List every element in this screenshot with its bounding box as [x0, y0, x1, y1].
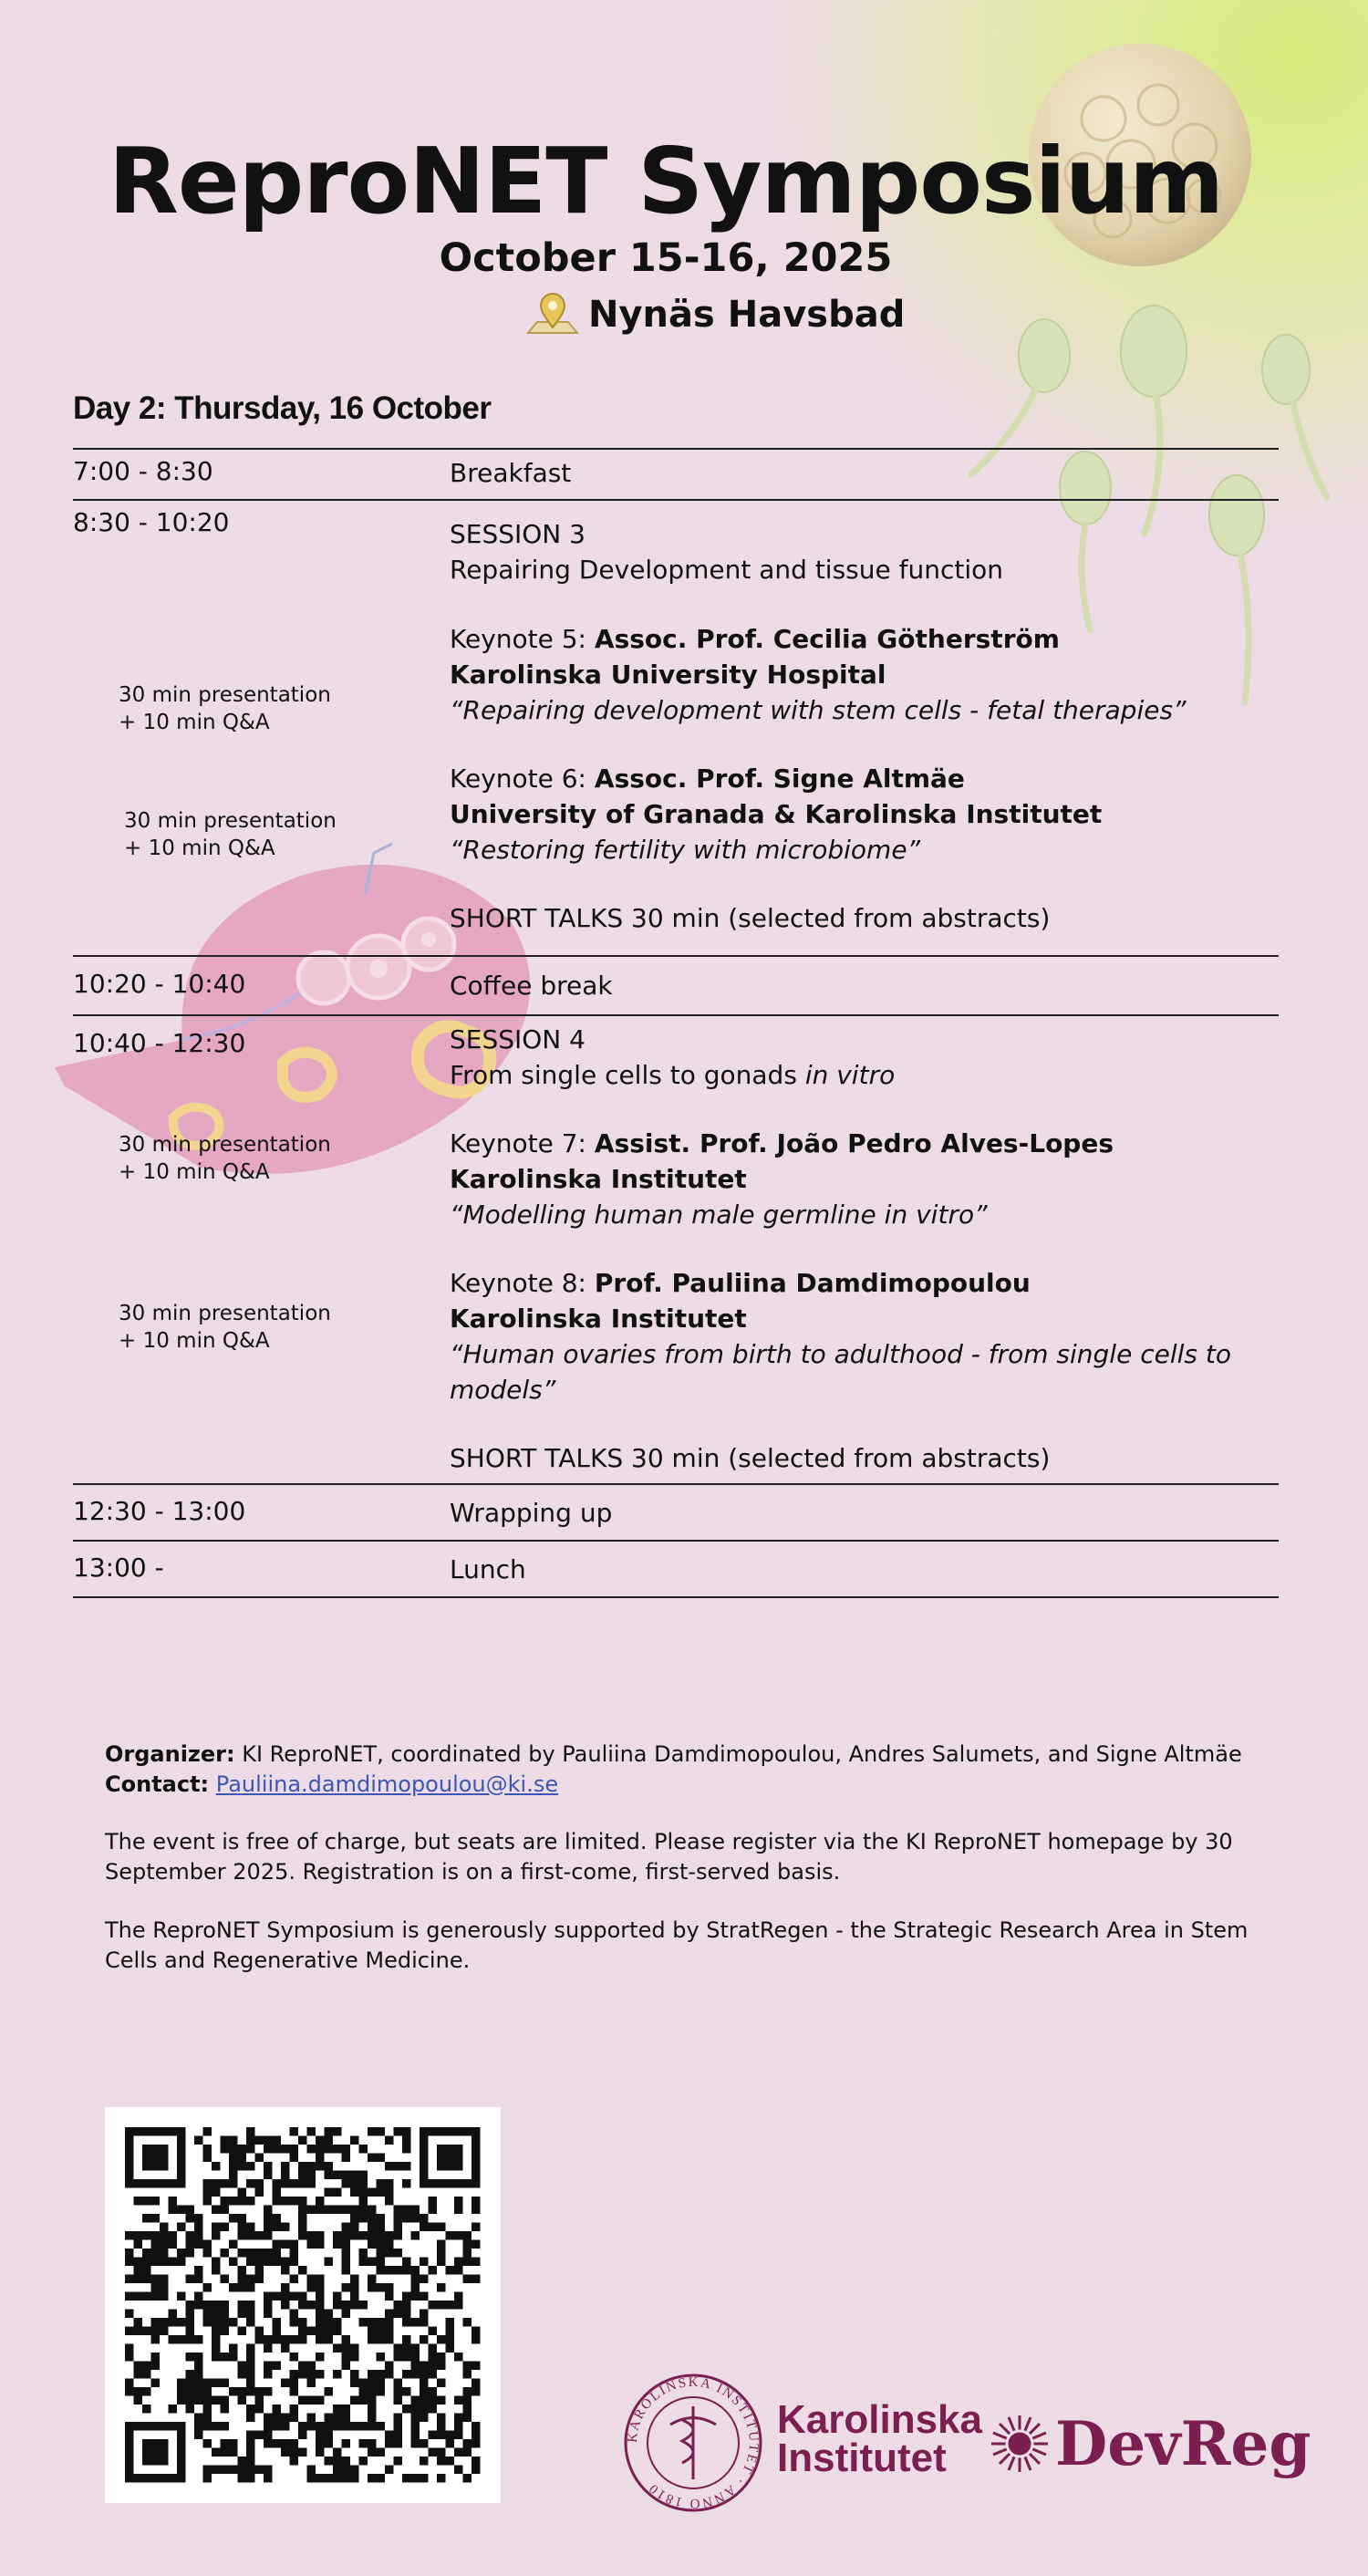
schedule-time: 10:20 - 10:40: [73, 969, 246, 999]
devreg-logo: [990, 2408, 1311, 2479]
presentation-duration: [119, 1300, 331, 1355]
ki-name-line1: Karolinska: [777, 2397, 982, 2442]
organizer-text: KI ReproNET, coordinated by Pauliina Damdimopoulou, Andres Salumets, and Signe Altmäe: [234, 1741, 1242, 1767]
karolinska-seal-logo: [620, 2370, 766, 2516]
karolinska-wordmark: [777, 2397, 982, 2480]
devreg-sunburst-icon: [990, 2414, 1050, 2474]
organizer-label: Organizer:: [105, 1741, 235, 1767]
seal-text: KAROLINSKA INSTITUTET · ANNO 1810: [625, 2374, 762, 2511]
schedule-item-label: Wrapping up: [450, 1498, 613, 1528]
schedule-time: 12:30 - 13:00: [73, 1496, 246, 1526]
session-title: [450, 1058, 895, 1093]
qr-code-image: [105, 2107, 501, 2503]
keynote-affiliation: Karolinska University Hospital: [450, 660, 886, 690]
event-dates: October 15-16, 2025: [439, 235, 893, 281]
page-title: ReproNET Symposium: [108, 128, 1224, 234]
keynote-6: [450, 762, 965, 796]
keynote-prefix: Keynote 5:: [450, 624, 595, 654]
venue-name: Nynäs Havsbad: [588, 294, 906, 336]
keynote-prefix: Keynote 6:: [450, 763, 595, 794]
session-title: Repairing Development and tissue function: [450, 555, 1004, 585]
registration-qr-code[interactable]: [105, 2107, 501, 2503]
table-rule: [73, 1483, 1279, 1485]
table-rule: [73, 1540, 1279, 1542]
table-rule: [73, 448, 1279, 450]
table-rule: [73, 499, 1279, 501]
schedule-item-label: Lunch: [450, 1554, 526, 1584]
keynote-affiliation: Karolinska Institutet: [450, 1164, 747, 1194]
keynote-prefix: Keynote 8:: [450, 1268, 595, 1298]
schedule-item-label: Coffee break: [450, 971, 613, 1001]
day-heading: Day 2: Thursday, 16 October: [73, 390, 492, 426]
table-rule: [73, 1014, 1279, 1016]
event-venue: [524, 290, 905, 339]
keynote-speaker: Assoc. Prof. Cecilia Götherström: [594, 624, 1060, 654]
contact-line: [105, 1770, 1272, 1800]
keynote-7: [450, 1127, 1114, 1161]
location-pin-icon: [524, 291, 581, 338]
keynote-speaker: Assoc. Prof. Signe Altmäe: [594, 763, 965, 794]
presentation-length: 30 min presentation: [119, 683, 331, 707]
session-label: SESSION 4: [450, 1024, 586, 1054]
keynote-talk-title: “Human ovaries from birth to adulthood - from single cells to: [450, 1339, 1231, 1369]
keynote-speaker: Assist. Prof. João Pedro Alves-Lopes: [594, 1128, 1114, 1158]
keynote-speaker: Prof. Pauliina Damdimopoulou: [594, 1268, 1031, 1298]
schedule-time: 13:00 -: [73, 1553, 164, 1583]
keynote-8: [450, 1266, 1031, 1301]
keynote-talk-title: “Modelling human male germline in vitro”: [450, 1200, 988, 1230]
short-talks: SHORT TALKS 30 min (selected from abstracts): [450, 903, 1051, 933]
qa-length: + 10 min Q&A: [119, 711, 270, 734]
qa-length: + 10 min Q&A: [119, 1329, 270, 1353]
presentation-length: 30 min presentation: [124, 809, 337, 833]
table-rule: [73, 1596, 1279, 1598]
qa-length: + 10 min Q&A: [124, 836, 275, 860]
schedule-time: 10:40 - 12:30: [73, 1028, 246, 1058]
contact-label: Contact:: [105, 1771, 210, 1797]
presentation-duration: [119, 681, 331, 736]
session-label: SESSION 3: [450, 519, 586, 549]
support-note: The ReproNET Symposium is generously supported by StratRegen - the Strategic Research Area in Stem Cells and Regenerative Medicine.: [105, 1917, 1249, 1973]
keynote-talk-title-cont: models”: [450, 1375, 556, 1405]
keynote-talk-title: “Repairing development with stem cells - fetal therapies”: [450, 695, 1187, 725]
schedule-time: 8:30 - 10:20: [73, 507, 230, 537]
schedule-time: 7:00 - 8:30: [73, 456, 213, 486]
keynote-affiliation: University of Granada & Karolinska Institutet: [450, 799, 1103, 829]
presentation-duration: [119, 1131, 331, 1186]
keynote-prefix: Keynote 7:: [450, 1128, 595, 1158]
session-title-text: From single cells to gonads: [450, 1060, 805, 1090]
contact-email-link[interactable]: Pauliina.damdimopoulou@ki.se: [215, 1771, 559, 1797]
devreg-text: DevReg: [1055, 2408, 1311, 2479]
session-title-italic: in vitro: [804, 1060, 896, 1090]
short-talks: SHORT TALKS 30 min (selected from abstracts): [450, 1443, 1051, 1473]
keynote-affiliation: Karolinska Institutet: [450, 1304, 747, 1334]
qa-length: + 10 min Q&A: [119, 1160, 270, 1184]
schedule-item-label: Breakfast: [450, 458, 572, 488]
presentation-duration: [124, 807, 337, 862]
presentation-length: 30 min presentation: [119, 1302, 331, 1325]
keynote-talk-title: “Restoring fertility with microbiome”: [450, 835, 921, 865]
sperm-cells-illustration: [948, 301, 1332, 730]
ki-name-line2: Institutet: [777, 2436, 947, 2480]
registration-note: The event is free of charge, but seats are limited. Please register via the KI ReproNET homepage by 30 September 2025. Registration is on a first-come, first-served basis.: [105, 1829, 1233, 1885]
keynote-5: [450, 622, 1060, 657]
organizer-line: [105, 1740, 1272, 1770]
table-rule: [73, 955, 1279, 957]
presentation-length: 30 min presentation: [119, 1133, 331, 1157]
